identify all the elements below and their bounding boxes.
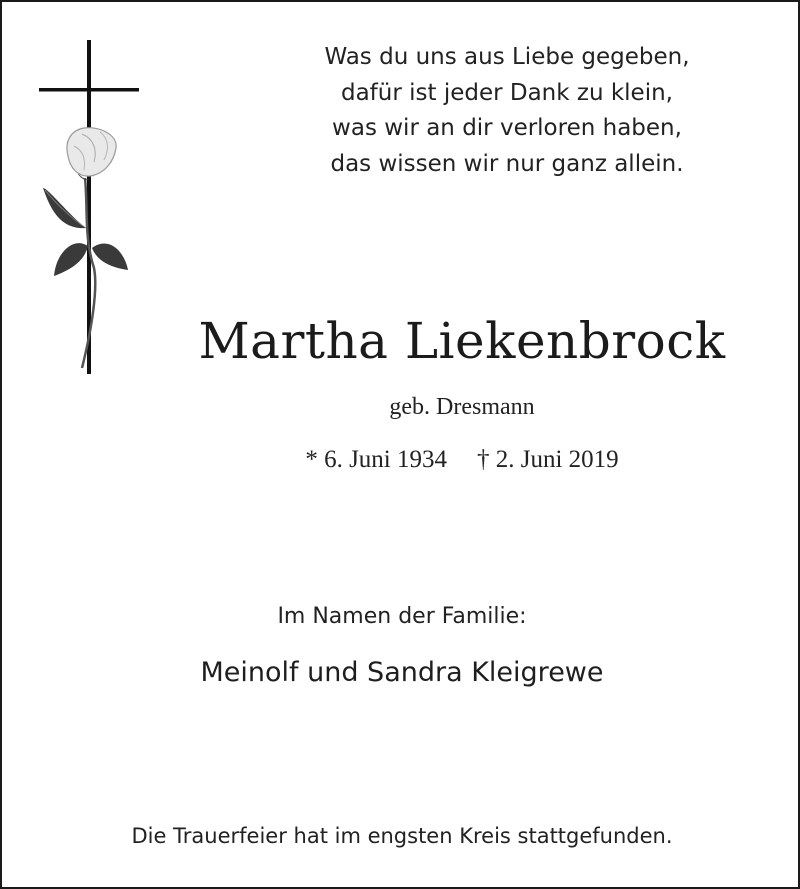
verse-line: was wir an dir verloren haben, <box>332 115 682 141</box>
cross-horizontal-bar <box>39 88 139 92</box>
birth-name: geb. Dresmann <box>389 394 535 420</box>
rose-leaf-lower-left <box>54 243 88 276</box>
family-label: Im Namen der Familie: <box>277 604 527 629</box>
family-names: Meinolf und Sandra Kleigrewe <box>200 657 604 688</box>
rose-leaf-upper <box>43 188 86 228</box>
closing-note: Die Trauerfeier hat im engsten Kreis stattgefunden. <box>131 824 673 848</box>
verse-line: das wissen wir nur ganz allein. <box>330 150 684 177</box>
verse-line: Was du uns aus Liebe gegeben, <box>324 44 690 70</box>
deceased-name: Martha Liekenbrock <box>198 312 726 370</box>
rose-bloom <box>67 128 116 176</box>
birth-date: * 6. Juni 1934 <box>305 446 447 473</box>
memorial-verse <box>242 40 772 182</box>
cross-with-rose-icon <box>38 38 148 378</box>
rose-leaf-lower-right <box>92 244 128 270</box>
death-date: † 2. Juni 2019 <box>477 446 619 473</box>
life-dates <box>242 442 682 478</box>
verse-line: dafür ist jeder Dank zu klein, <box>340 79 673 106</box>
